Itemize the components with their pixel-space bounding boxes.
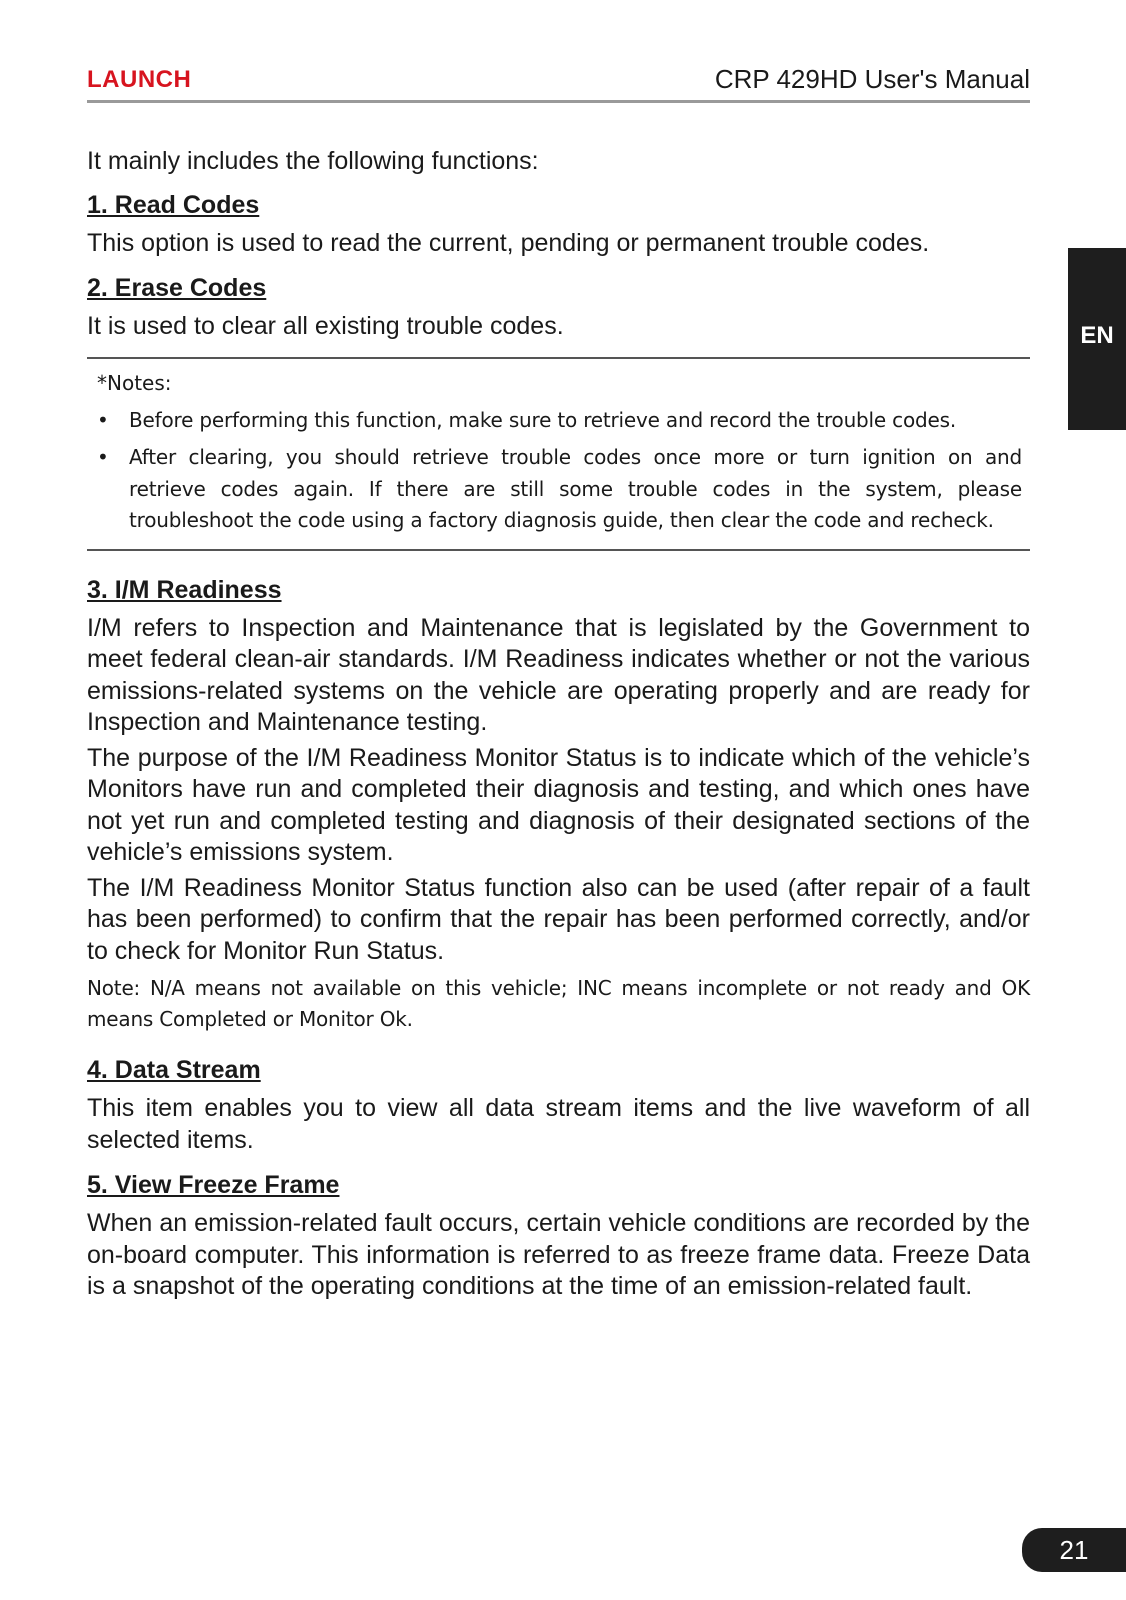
note-item-text: Before performing this function, make sure to retrieve and record the trouble codes. bbox=[129, 407, 956, 432]
freeze-frame-body: When an emission-related fault occurs, certain vehicle conditions are recorded by the on-board computer. This information is referred to as freeze frame data. Freeze Data is a snapshot of the operating conditions at the time of an emission-related fault. bbox=[87, 1209, 1030, 1300]
notes-title: *Notes: bbox=[97, 370, 172, 395]
section-heading-im-readiness: 3. I/M Readiness bbox=[87, 575, 282, 604]
data-stream-body: This item enables you to view all data stream items and the live waveform of all selected items. bbox=[87, 1094, 1030, 1154]
section-heading-freeze-frame: 5. View Freeze Frame bbox=[87, 1171, 340, 1199]
section-heading-read-codes: 1. Read Codes bbox=[87, 190, 260, 219]
notes-box bbox=[87, 357, 1030, 551]
bullet-icon: • bbox=[97, 407, 109, 432]
note-item-text: After clearing, you should retrieve trouble codes once more or turn ignition on and retrieve codes again. If there are still some trouble codes in the system, please troubleshoot the code using a factory diagnosis guide, then clear the code and recheck. bbox=[129, 445, 1022, 532]
im-readiness-paragraph: I/M refers to Inspection and Maintenance that is legislated by the Government to meet federal clean-air standards. I/M Readiness indicates whether or not the various emissions-related systems on the vehicle are operating properly and are ready for Inspection and Maintenance testing. bbox=[87, 613, 1030, 736]
im-readiness-note: Note: N/A means not available on this vehicle; INC means incomplete or not ready and OK means Completed or Monitor Ok. bbox=[87, 976, 1030, 1031]
manual-title: CRP 429HD User's Manual bbox=[714, 64, 1030, 94]
note-item bbox=[97, 405, 1022, 437]
notes-list bbox=[97, 405, 1022, 537]
read-codes-body: This option is used to read the current, pending or permanent trouble codes. bbox=[87, 228, 930, 257]
page-number: 21 bbox=[1022, 1528, 1126, 1572]
language-tab-label: EN bbox=[1080, 322, 1114, 349]
page-header bbox=[87, 60, 1030, 103]
section-heading-erase-codes: 2. Erase Codes bbox=[87, 274, 267, 302]
im-readiness-paragraph: The I/M Readiness Monitor Status function also can be used (after repair of a fault has been performed) to confirm that the repair has been performed correctly, and/or to check for Monitor Run Status. bbox=[87, 873, 1030, 965]
erase-codes-body: It is used to clear all existing trouble codes. bbox=[87, 312, 564, 340]
section-heading-data-stream: 4. Data Stream bbox=[87, 1056, 261, 1084]
language-tab bbox=[1068, 248, 1126, 430]
bullet-icon: • bbox=[97, 445, 109, 469]
intro-text: It mainly includes the following functions: bbox=[87, 147, 539, 175]
brand-logo: LAUNCH bbox=[87, 66, 192, 93]
note-item bbox=[97, 442, 1022, 537]
im-readiness-paragraph: The purpose of the I/M Readiness Monitor Status is to indicate which of the vehicle’s Monitors have run and completed their diagnosis and testing, and which ones have not yet run and completed testing and diagnosis of their designated sections of the vehicle’s emissions system. bbox=[87, 743, 1030, 866]
page-content bbox=[87, 146, 1030, 1303]
